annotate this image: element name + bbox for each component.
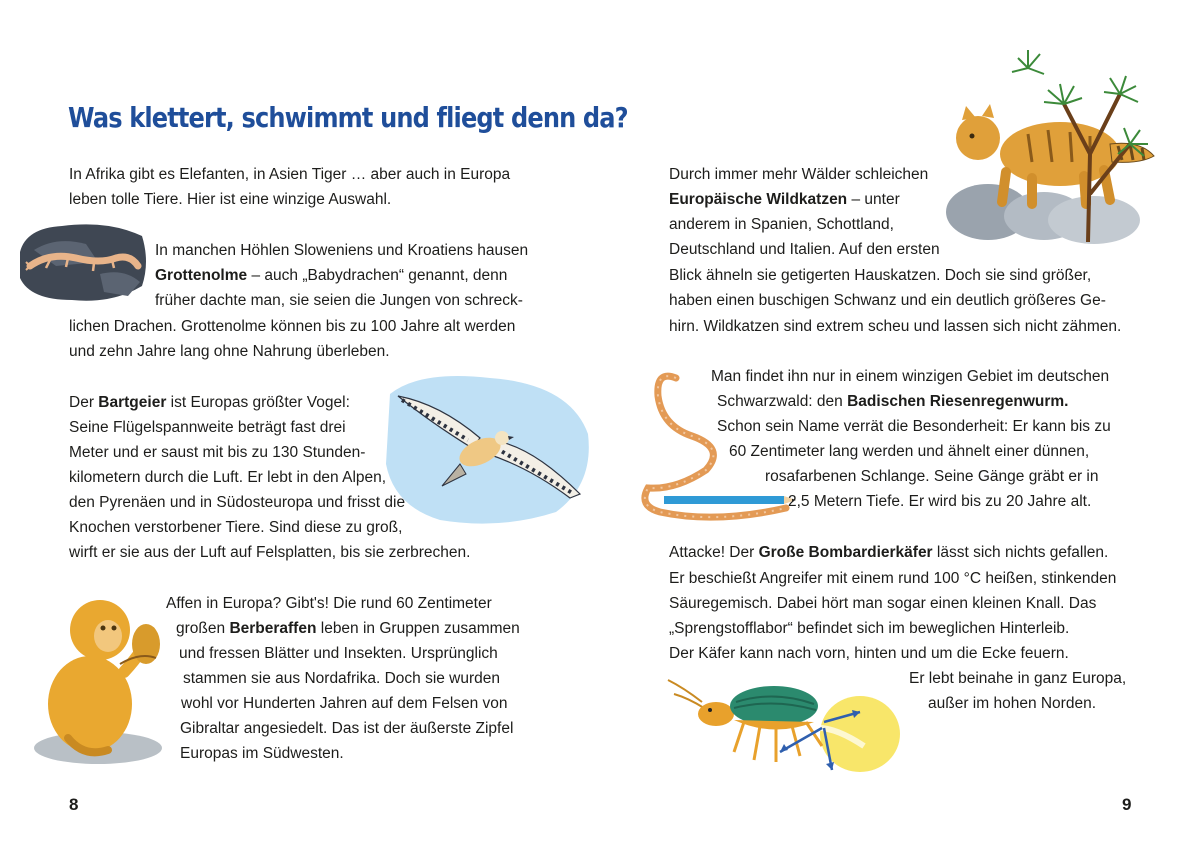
bombardierkaefer-line: Er beschießt Angreifer mit einem rund 100 °C heißen, stinkenden bbox=[669, 570, 1117, 587]
berberaffen-bold: Berberaffen bbox=[229, 620, 317, 637]
intro-line: In Afrika gibt es Elefanten, in Asien Tiger … aber auch in Europa bbox=[69, 166, 511, 183]
wildkatze-illustration bbox=[944, 44, 1158, 246]
riesenregenwurm-line: Man findet ihn nur in einem winzigen Gebiet im deutschen bbox=[711, 368, 1110, 385]
wildkatzen-line: Europäische Wildkatzen – unter bbox=[669, 191, 900, 208]
wildkatzen-line: anderem in Spanien, Schottland, bbox=[669, 216, 894, 233]
page-title: Was klettert, schwimmt und fliegt denn da? bbox=[68, 101, 628, 134]
wildkatzen-line: Deutschland und Italien. Auf den ersten bbox=[669, 241, 940, 258]
bombardierkaefer-line: außer im hohen Norden. bbox=[928, 695, 1097, 712]
riesenregenwurm-line: rosafarbenen Schlange. Seine Gänge gräbt er in bbox=[765, 468, 1099, 485]
grottenolm-bold: Grottenolme bbox=[155, 267, 248, 284]
bartgeier-line: Der Bartgeier ist Europas größter Vogel: bbox=[69, 394, 350, 411]
grottenolm-line: In manchen Höhlen Sloweniens und Kroatiens hausen bbox=[155, 242, 529, 259]
intro-line: leben tolle Tiere. Hier ist eine winzige Auswahl. bbox=[69, 191, 392, 208]
berberaffen-line: wohl vor Hunderten Jahren auf dem Felsen von bbox=[181, 695, 508, 712]
bartgeier-bold: Bartgeier bbox=[98, 394, 167, 411]
wildkatzen-line: haben einen buschigen Schwanz und ein deutlich größeres Ge- bbox=[669, 292, 1106, 309]
bartgeier-illustration bbox=[380, 374, 594, 526]
wildkatzen-line: hirn. Wildkatzen sind extrem scheu und lassen sich nicht zähmen. bbox=[669, 318, 1122, 335]
bartgeier-line: Knochen verstorbener Tiere. Sind diese zu groß, bbox=[69, 519, 403, 536]
bombardierkaefer-line: Der Käfer kann nach vorn, hinten und um die Ecke feuern. bbox=[669, 645, 1069, 662]
bombardierkaefer-line: „Sprengstofflabor“ befindet sich im beweglichen Hinterleib. bbox=[669, 620, 1070, 637]
grottenolm-line: lichen Drachen. Grottenolme können bis zu 100 Jahre alt werden bbox=[69, 318, 516, 335]
riesenregenwurm-bold: Badischen Riesenregenwurm. bbox=[847, 393, 1069, 410]
bombardierkaefer-illustration bbox=[664, 676, 904, 780]
riesenregenwurm-line: Schwarzwald: den Badischen Riesenregenwurm. bbox=[717, 393, 1069, 410]
bartgeier-line: wirft er sie aus der Luft auf Felsplatten, bis sie zerbrechen. bbox=[69, 544, 471, 561]
berberaffen-line: Gibraltar angesiedelt. Das ist der äußerste Zipfel bbox=[180, 720, 514, 737]
bombardierkaefer-line: Er lebt beinahe in ganz Europa, bbox=[909, 670, 1127, 687]
wildkatzen-bold: Europäische Wildkatzen bbox=[669, 191, 848, 208]
wildkatzen-line: Blick ähneln sie getigerten Hauskatzen. Doch sie sind größer, bbox=[669, 267, 1092, 284]
berberaffen-line: und fressen Blätter und Insekten. Ursprünglich bbox=[179, 645, 498, 662]
berberaffen-line: stammen sie aus Nordafrika. Doch sie wurden bbox=[183, 670, 501, 687]
berberaffen-line: Affen in Europa? Gibt's! Die rund 60 Zentimeter bbox=[166, 595, 492, 612]
riesenregenwurm-line: 60 Zentimeter lang werden und ähnelt einer dünnen, bbox=[729, 443, 1090, 460]
riesenregenwurm-line: 2,5 Metern Tiefe. Er wird bis zu 20 Jahre alt. bbox=[788, 493, 1092, 510]
bartgeier-line: Seine Flügelspannweite beträgt fast drei bbox=[69, 419, 346, 436]
page-number-right: 9 bbox=[1122, 795, 1132, 814]
bombardierkaefer-line: Säuregemisch. Dabei hört man sogar einen kleinen Knall. Das bbox=[669, 595, 1097, 612]
grottenolm-line: früher dachte man, sie seien die Jungen von schreck- bbox=[155, 292, 523, 309]
grottenolm-line: Grottenolme – auch „Babydrachen“ genannt, denn bbox=[155, 267, 508, 284]
page-number-left: 8 bbox=[69, 795, 79, 814]
bartgeier-line: kilometern durch die Luft. Er lebt in den Alpen, bbox=[69, 469, 387, 486]
bartgeier-line: den Pyrenäen und in Südosteuropa und frisst die bbox=[69, 494, 406, 511]
grottenolm-illustration bbox=[16, 222, 150, 304]
bartgeier-line: Meter und er saust mit bis zu 130 Stunden- bbox=[69, 444, 366, 461]
bombardierkaefer-bold: Große Bombardierkäfer bbox=[758, 544, 933, 561]
berberaffen-line: Europas im Südwesten. bbox=[180, 745, 344, 762]
grottenolm-line: und zehn Jahre lang ohne Nahrung überleben. bbox=[69, 343, 390, 360]
wildkatzen-line: Durch immer mehr Wälder schleichen bbox=[669, 166, 929, 183]
bombardierkaefer-line: Attacke! Der Große Bombardierkäfer lässt sich nichts gefallen. bbox=[669, 544, 1109, 561]
berberaffe-illustration bbox=[28, 588, 168, 770]
berberaffen-line: großen Berberaffen leben in Gruppen zusammen bbox=[176, 620, 520, 637]
riesenregenwurm-line: Schon sein Name verrät die Besonderheit: Er kann bis zu bbox=[717, 418, 1111, 435]
